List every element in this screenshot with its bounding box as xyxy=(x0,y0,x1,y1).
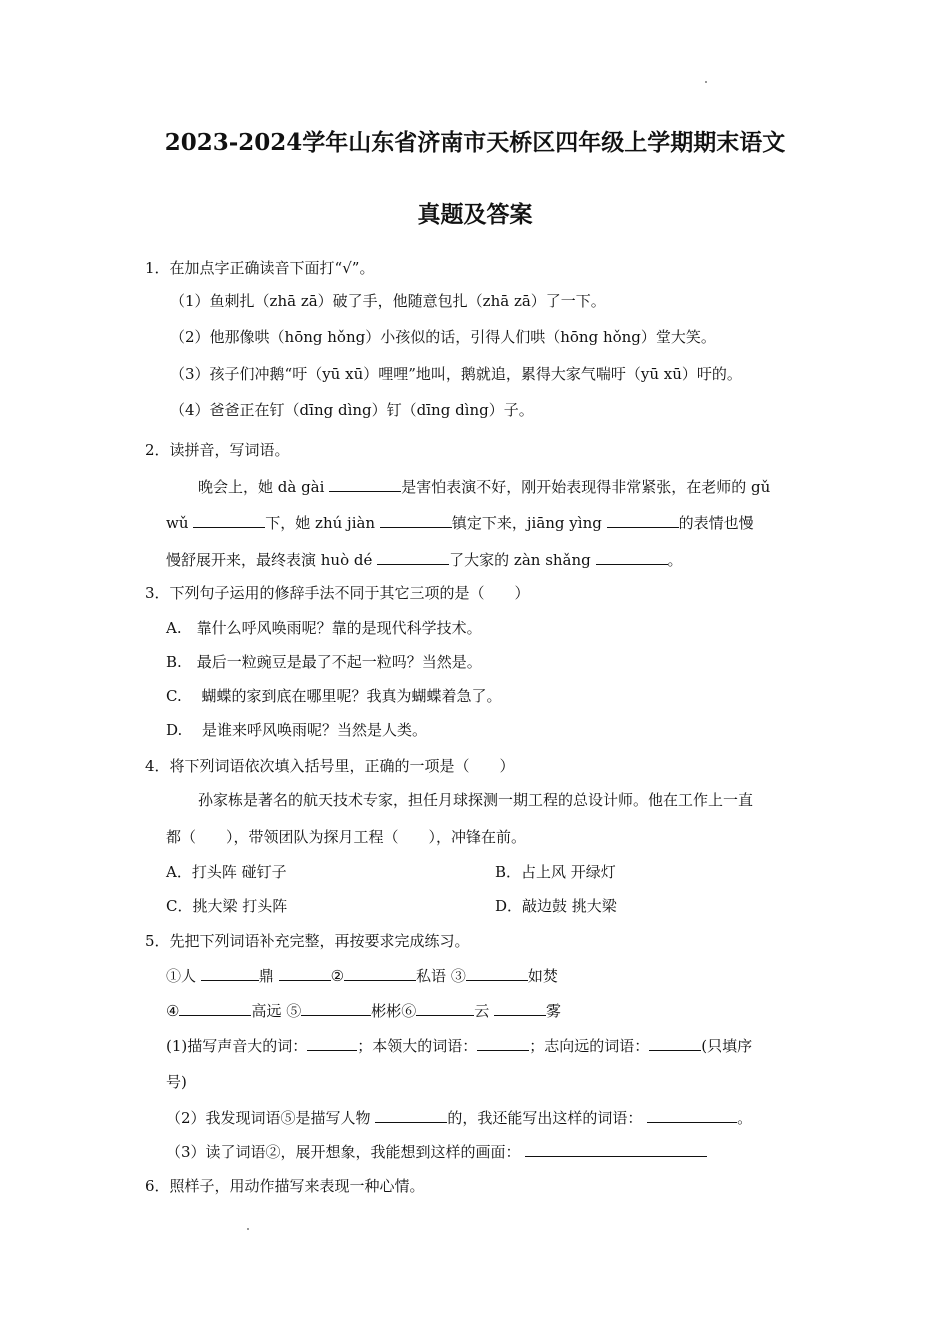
q2-text: 镇定下来，jiāng yìng xyxy=(451,514,602,532)
answer-blank[interactable] xyxy=(647,1107,737,1123)
q3-stem: 3．下列句子运用的修辞手法不同于其它三项的是（ ） xyxy=(145,584,530,602)
q1-item-2: （2）他那像哄（hōng hǒng）小孩似的话，引得人们哄（hōng hǒng）堂大笑。 xyxy=(170,328,716,346)
q4-option-b[interactable]: B．占上风 开绿灯 xyxy=(495,863,616,881)
answer-blank[interactable] xyxy=(301,1000,371,1016)
q1-item-1: （1）鱼刺扎（zhā zā）破了手，他随意包扎（zhā zā）了一下。 xyxy=(170,292,606,310)
q3-option-a[interactable]: A. 靠什么呼风唤雨呢？靠的是现代科学技术。 xyxy=(166,619,482,637)
q5-sub1-continued: 号) xyxy=(166,1073,187,1091)
q4-passage-line2: 都（ ），带领团队为探月工程（ ），冲锋在前。 xyxy=(166,828,527,846)
answer-blank[interactable] xyxy=(201,965,259,981)
answer-blank[interactable] xyxy=(596,549,668,565)
q2-text: 。 xyxy=(667,551,683,569)
q5-idiom-row1 xyxy=(166,965,558,986)
answer-blank[interactable] xyxy=(179,1000,251,1016)
q5-sub1 xyxy=(166,1035,752,1056)
q5-idiom-row2 xyxy=(166,1000,561,1021)
q5-text: 如焚 xyxy=(527,967,558,985)
answer-blank[interactable] xyxy=(375,1107,447,1123)
answer-blank[interactable] xyxy=(416,1000,474,1016)
q5-sub2 xyxy=(166,1107,752,1128)
answer-blank[interactable] xyxy=(279,965,331,981)
q4-passage-line1: 孙家栋是著名的航天技术专家，担任月球探测一期工程的总设计师。他在工作上一直 xyxy=(198,791,754,809)
scan-dot xyxy=(705,81,707,83)
scan-dot xyxy=(247,1228,249,1230)
q5-text: 。 xyxy=(737,1109,753,1127)
q5-sub3 xyxy=(166,1141,707,1162)
q5-text: 雾 xyxy=(546,1002,562,1020)
q2-passage-line1 xyxy=(198,476,770,497)
q5-stem: 5．先把下列词语补充完整，再按要求完成练习。 xyxy=(145,932,470,950)
answer-blank[interactable] xyxy=(329,476,401,492)
q1-item-3: （3）孩子们冲鹅“吁（yū xū）哩哩”地叫，鹅就追，累得大家气喘吁（yū xū）吁的。 xyxy=(170,365,742,383)
answer-blank[interactable] xyxy=(466,965,528,981)
answer-blank[interactable] xyxy=(494,1000,546,1016)
q2-passage-line3 xyxy=(166,549,683,570)
q5-text: 高远 ⑤ xyxy=(251,1002,302,1020)
q2-text: wǔ xyxy=(166,514,189,532)
q4-option-d[interactable]: D．敲边鼓 挑大梁 xyxy=(495,897,617,915)
answer-blank[interactable] xyxy=(344,965,416,981)
answer-blank[interactable] xyxy=(380,512,452,528)
q4-stem: 4．将下列词语依次填入括号里，正确的一项是（ ） xyxy=(145,757,515,775)
q5-text: 的，我还能写出这样的词语： xyxy=(447,1109,643,1127)
q2-stem: 2．读拼音，写词语。 xyxy=(145,441,290,459)
q2-text: 的表情也慢 xyxy=(678,514,754,532)
q6-stem: 6．照样子，用动作描写来表现一种心情。 xyxy=(145,1177,425,1195)
q2-text: 是害怕表演不好，刚开始表现得非常紧张，在老师的 gǔ xyxy=(401,478,771,496)
q5-text: ② xyxy=(330,967,345,985)
answer-blank[interactable] xyxy=(649,1035,701,1051)
q5-text: 彬彬⑥ xyxy=(371,1002,417,1020)
answer-blank[interactable] xyxy=(607,512,679,528)
answer-blank[interactable] xyxy=(477,1035,529,1051)
q2-text: 晚会上，她 dà gài xyxy=(198,478,325,496)
q1-item-4: （4）爸爸正在钉（dīng dìng）钉（dīng dìng）子。 xyxy=(170,401,534,419)
answer-blank[interactable] xyxy=(377,549,449,565)
q2-text: 下，她 zhú jiàn xyxy=(265,514,376,532)
q5-text: ；志向远的词语： xyxy=(529,1037,650,1055)
document-title-line2: 真题及答案 xyxy=(417,201,533,228)
q5-text: ；本领大的词语： xyxy=(357,1037,478,1055)
q2-passage-line2 xyxy=(166,512,754,533)
q4-option-a[interactable]: A．打头阵 碰钉子 xyxy=(166,863,287,881)
q5-text: （3）读了词语②，展开想象，我能想到这样的画面： xyxy=(166,1143,521,1161)
document-title-line1: 2023-2024学年山东省济南市天桥区四年级上学期期末语文 xyxy=(164,129,786,156)
q5-text: 私语 ③ xyxy=(416,967,466,985)
q2-text: 了大家的 zàn shǎng xyxy=(449,551,591,569)
answer-blank[interactable] xyxy=(193,512,265,528)
q5-text: （2）我发现词语⑤是描写人物 xyxy=(166,1109,371,1127)
answer-blank[interactable] xyxy=(307,1035,357,1051)
q3-option-d[interactable]: D. 是谁来呼风唤雨呢？当然是人类。 xyxy=(166,721,428,739)
q5-text: (只填序 xyxy=(701,1037,753,1055)
q3-option-c[interactable]: C. 蝴蝶的家到底在哪里呢？我真为蝴蝶着急了。 xyxy=(166,687,502,705)
q1-stem: 1．在加点字正确读音下面打“√”。 xyxy=(145,259,375,277)
q5-text: ①人 xyxy=(166,967,197,985)
q3-option-b[interactable]: B. 最后一粒豌豆是最了不起一粒吗？当然是。 xyxy=(166,653,482,671)
q5-text: ④ xyxy=(166,1002,180,1020)
q5-text: 云 xyxy=(474,1002,490,1020)
answer-blank[interactable] xyxy=(525,1141,707,1157)
q2-text: 慢舒展开来，最终表演 huò dé xyxy=(166,551,373,569)
q4-option-c[interactable]: C．挑大梁 打头阵 xyxy=(166,897,288,915)
q5-text: 鼎 xyxy=(258,967,274,985)
q5-text: (1)描写声音大的词： xyxy=(166,1037,308,1055)
